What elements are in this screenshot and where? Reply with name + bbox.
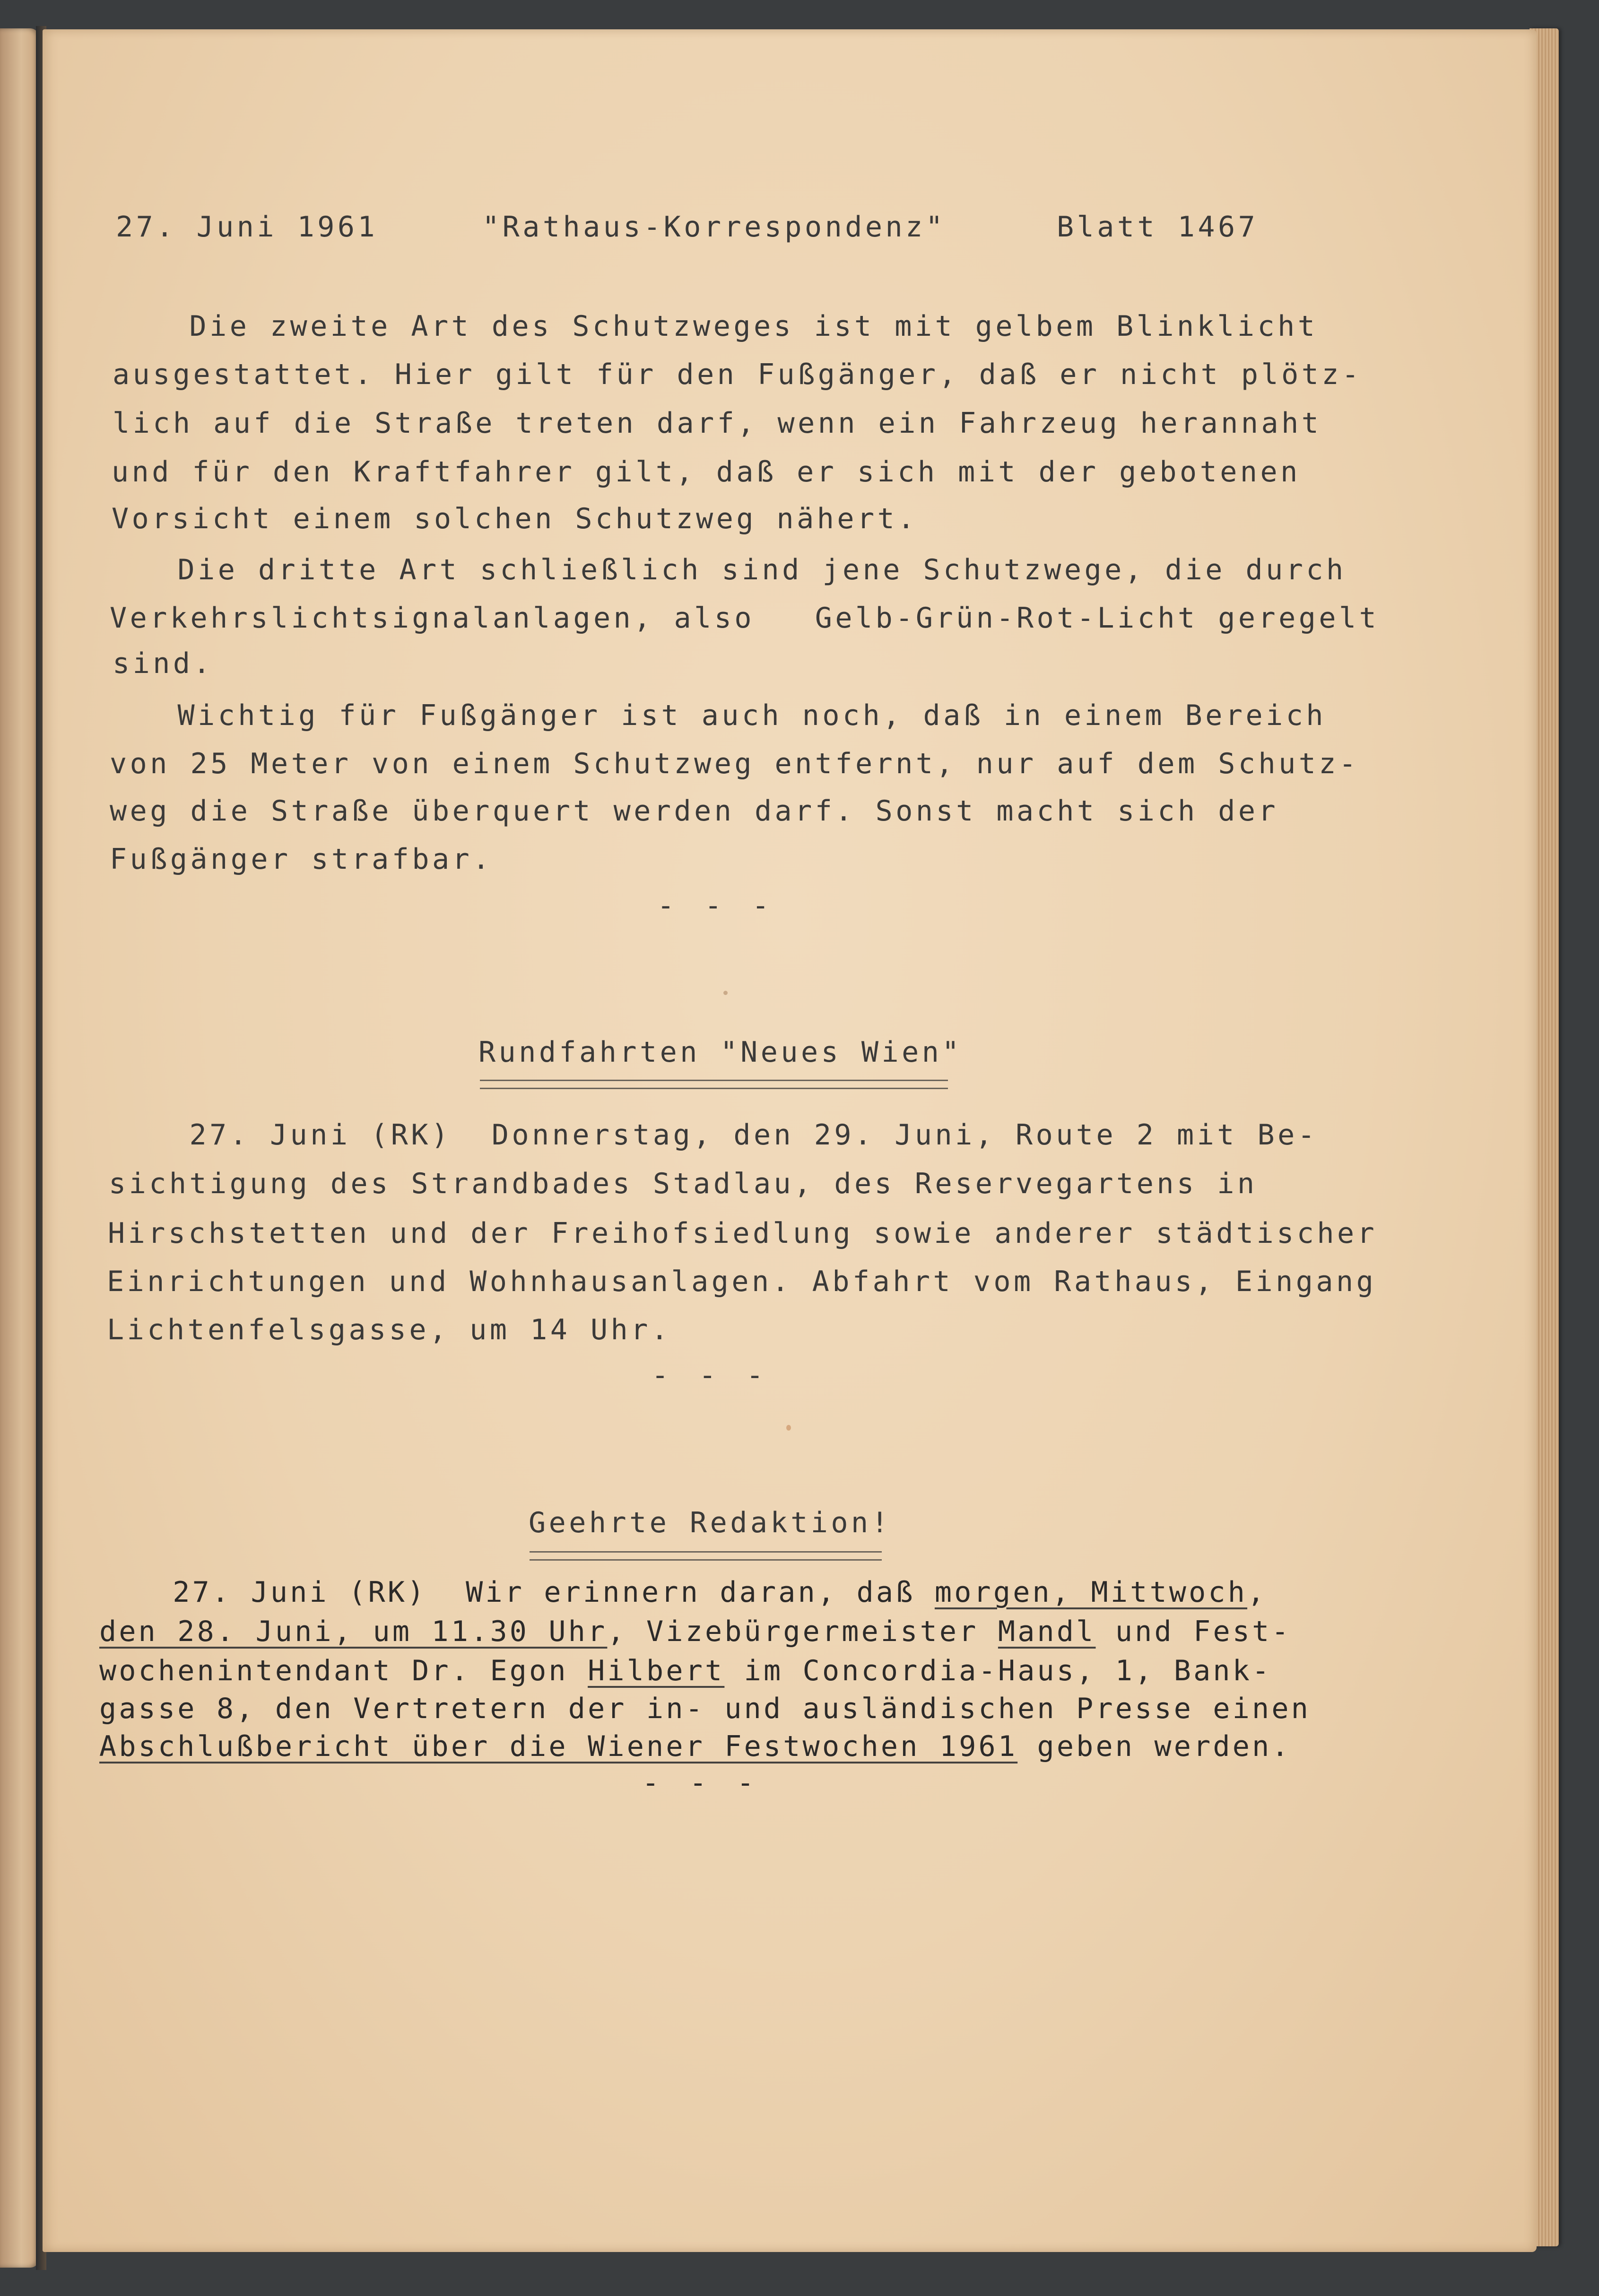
text-line: wochenintendant Dr. Egon Hilbert im Concordia-Haus, 1, Bank- bbox=[99, 1654, 1272, 1687]
text-line: sichtigung des Strandbades Stadlau, des Reservegartens in bbox=[109, 1167, 1258, 1200]
adjacent-page-edge bbox=[0, 28, 39, 2268]
section-heading: Geehrte Redaktion! bbox=[529, 1506, 892, 1539]
text-line: 27. Juni (RK) Donnerstag, den 29. Juni, Route 2 mit Be- bbox=[109, 1118, 1318, 1152]
section-separator: - - - bbox=[657, 889, 776, 922]
text-line: Wichtig für Fußgänger ist auch noch, daß in einem Bereich bbox=[97, 699, 1327, 732]
text-line: gasse 8, den Vertretern der in- und ausländischen Presse einen bbox=[99, 1692, 1311, 1725]
text-line: sind. bbox=[113, 647, 214, 680]
header-publication: "Rathaus-Korrespondenz" bbox=[482, 210, 946, 244]
section-heading: Rundfahrten "Neues Wien" bbox=[478, 1036, 962, 1069]
text-line: lich auf die Straße treten darf, wenn ein Fahrzeug herannaht bbox=[113, 407, 1322, 440]
text-line: Fußgänger strafbar. bbox=[110, 843, 493, 876]
text-line: weg die Straße überquert werden darf. Sonst macht sich der bbox=[110, 794, 1279, 828]
section-separator: - - - bbox=[652, 1359, 770, 1392]
text-line: und für den Kraftfahrer gilt, daß er sich mit der gebotenen bbox=[112, 455, 1301, 489]
double-underline bbox=[530, 1551, 882, 1561]
text-line: Die zweite Art des Schutzweges ist mit gelbem Blinklicht bbox=[109, 310, 1318, 343]
text-line: Hirschstetten und der Freihofsiedlung sowie anderer städtischer bbox=[108, 1217, 1378, 1250]
text-line: Lichtenfelsgasse, um 14 Uhr. bbox=[107, 1313, 671, 1346]
text-line: von 25 Meter von einem Schutzweg entfernt, nur auf dem Schutz- bbox=[110, 747, 1359, 780]
text-line: 27. Juni (RK) Wir erinnern daran, daß morgen, Mittwoch, bbox=[95, 1576, 1267, 1609]
double-underline bbox=[480, 1080, 948, 1089]
text-line: ausgestattet. Hier gilt für den Fußgänger, daß er nicht plötz- bbox=[113, 358, 1362, 391]
text-line: Verkehrslichtsignalanlagen, also Gelb-Grün-Rot-Licht geregelt bbox=[110, 602, 1380, 635]
text-line: Einrichtungen und Wohnhausanlagen. Abfahrt vom Rathaus, Eingang bbox=[107, 1265, 1377, 1298]
paper-speck bbox=[723, 991, 728, 995]
text-line: Vorsicht einem solchen Schutzweg nähert. bbox=[112, 502, 918, 535]
text-line: Die dritte Art schließlich sind jene Schutzwege, die durch bbox=[97, 553, 1347, 586]
header-date: 27. Juni 1961 bbox=[116, 210, 378, 244]
header-sheet-number: Blatt 1467 bbox=[1057, 210, 1259, 244]
paper-speck bbox=[786, 1425, 791, 1431]
text-line: den 28. Juni, um 11.30 Uhr, Vizebürgermeister Mandl und Fest- bbox=[99, 1615, 1291, 1648]
text-line: Abschlußbericht über die Wiener Festwochen 1961 geben werden. bbox=[99, 1730, 1291, 1763]
section-separator: - - - bbox=[642, 1766, 761, 1799]
